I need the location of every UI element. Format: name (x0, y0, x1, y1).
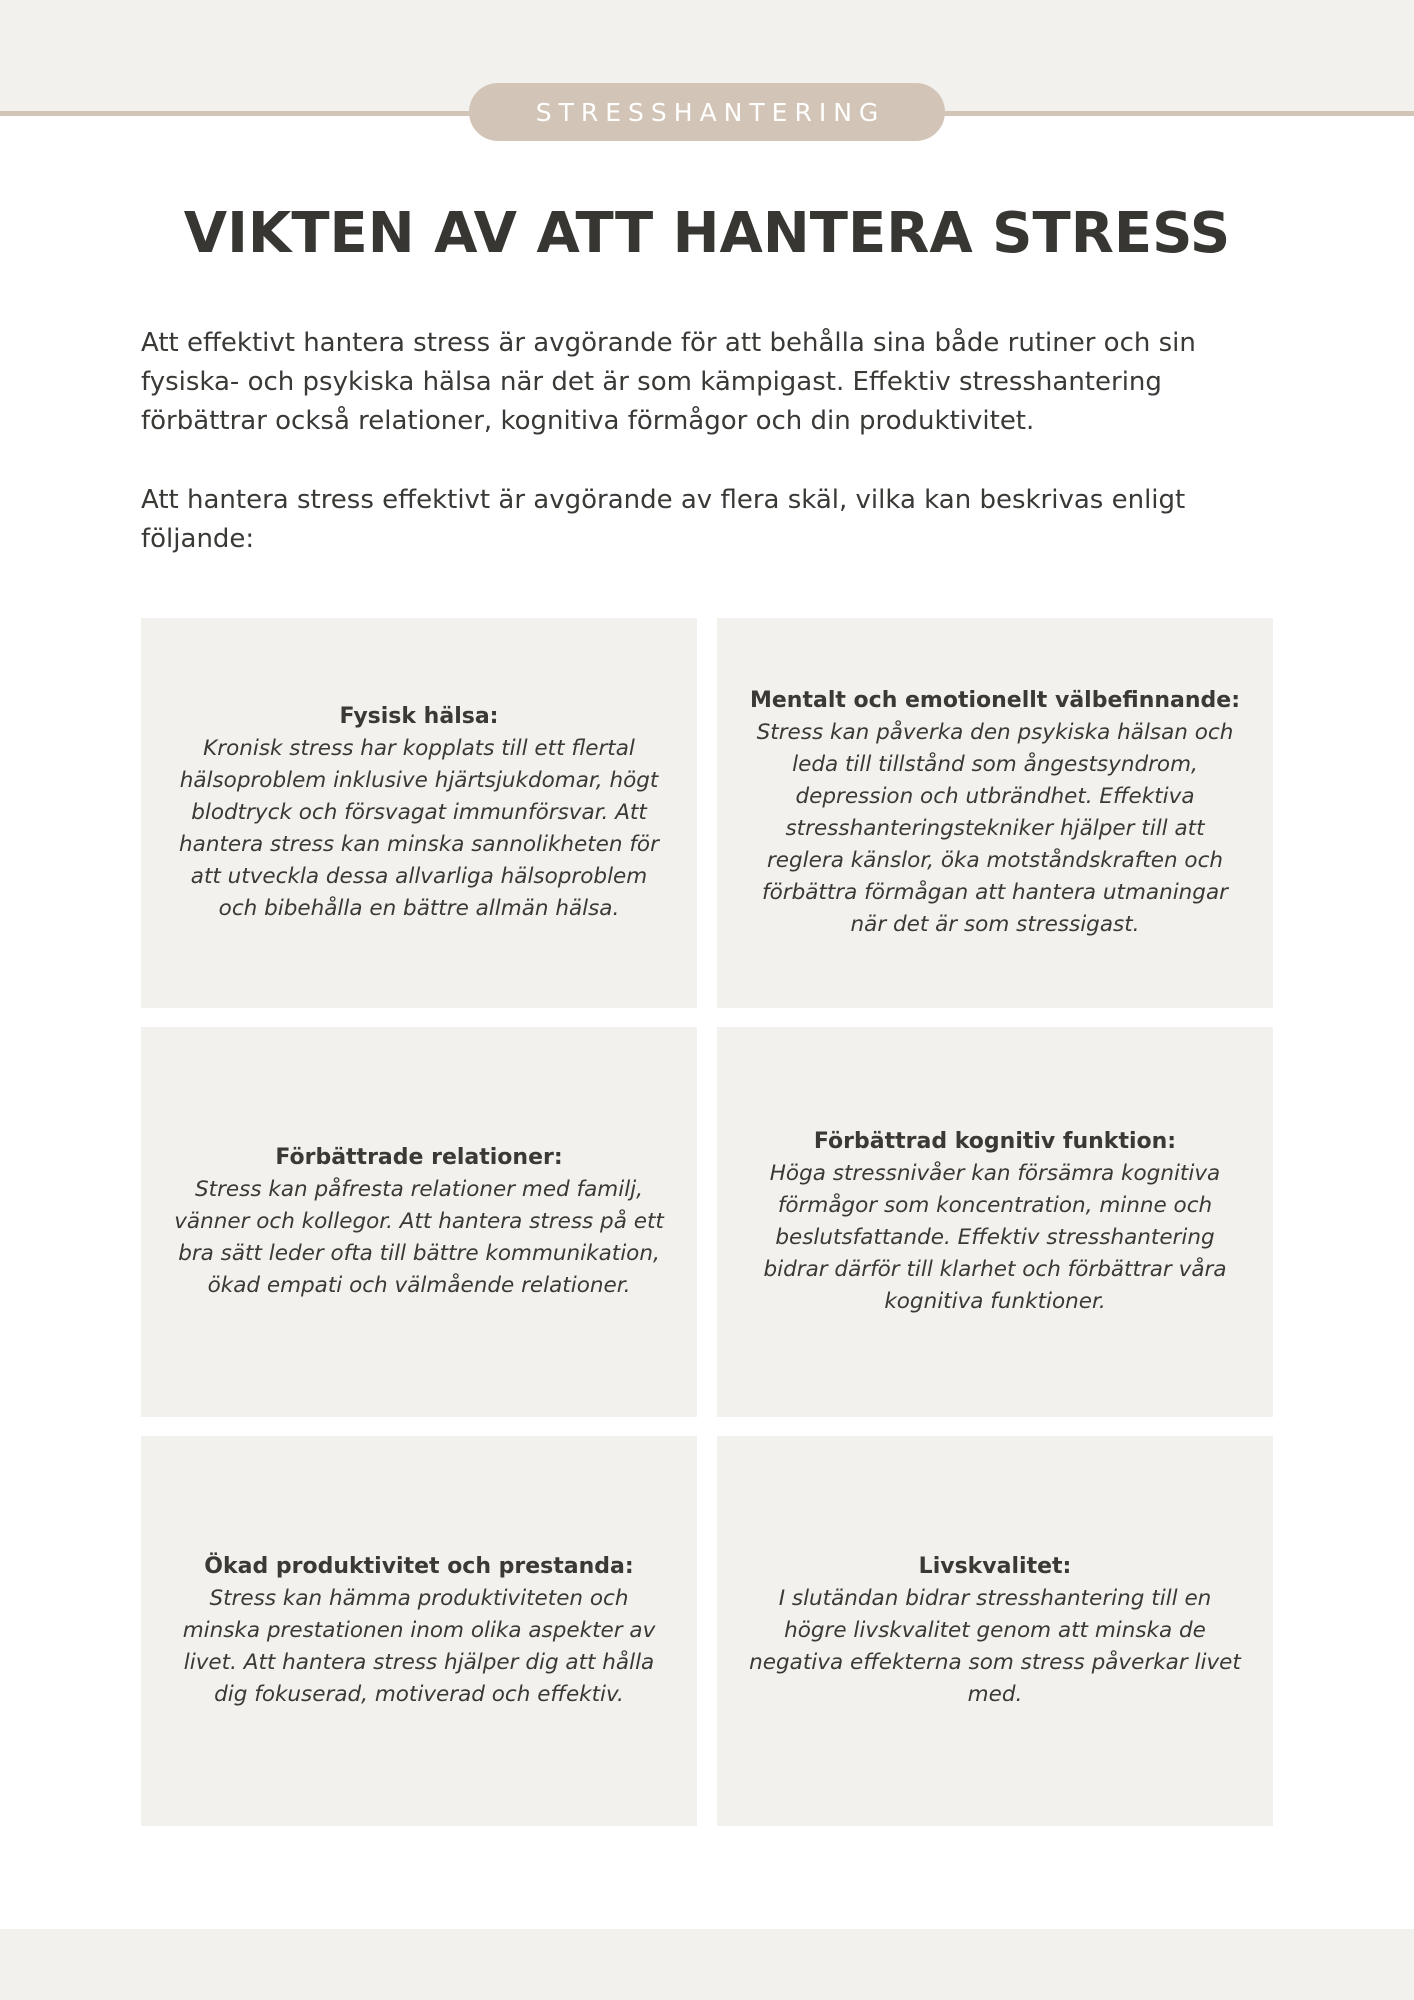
card-text: Kronisk stress har kopplats till ett flertal hälsoproblem inklusive hjärtsjukdomar, högt blodtryck och försvagat immunförsvar. Att hantera stress kan minska sannolikheten för att utveckla dessa allvarliga hälsoproblem och bibehålla en bättre allmän hälsa. (179, 736, 659, 921)
card-text: Stress kan påverka den psykiska hälsan och leda till tillstånd som ångestsyndrom, depression och utbrändhet. Effektiva stresshanteringstekniker hjälper till att reglera känslor, öka motståndskraften och förbättra förmågan att hantera utmaningar när det är som stressigast. (756, 720, 1234, 937)
card-fysisk-halsa (141, 618, 697, 1008)
card-mentalt-valbefinnande (717, 618, 1273, 1008)
page-title: VIKTEN AV ATT HANTERA STRESS (183, 201, 1231, 266)
intro-paragraph-1: Att effektivt hantera stress är avgörande för att behålla sina både rutiner och sin fysiska- och psykiska hälsa när det är som kämpigast. Effektiv stresshantering förbättrar också relationer, kognitiva förmågor och din produktivitet. (141, 328, 1196, 436)
card-title: Fysisk hälsa: (339, 704, 499, 729)
card-text: Höga stressnivåer kan försämra kognitiva förmågor som koncentration, minne och beslutsfattande. Effektiv stresshantering bidrar därför till klarhet och förbättrar våra kognitiva funktioner. (763, 1161, 1227, 1314)
card-title: Ökad produktivitet och prestanda: (204, 1554, 634, 1579)
intro-paragraph-2: Att hantera stress effektivt är avgörande av flera skäl, vilka kan beskrivas enligt följande: (141, 485, 1186, 554)
card-title: Livskvalitet: (918, 1554, 1072, 1579)
card-title: Förbättrade relationer: (275, 1145, 563, 1170)
card-produktivitet (141, 1436, 697, 1826)
card-forbattrade-relationer (141, 1027, 697, 1417)
card-text: Stress kan påfresta relationer med familj, vänner och kollegor. Att hantera stress på ett bra sätt leder ofta till bättre kommunikation, ökad empati och välmående relationer. (174, 1177, 664, 1298)
card-text: Stress kan hämma produktiviteten och minska prestationen inom olika aspekter av livet. Att hantera stress hjälper dig att hålla dig fokuserad, motiverad och effektiv. (182, 1586, 656, 1707)
card-kognitiv-funktion (717, 1027, 1273, 1417)
card-livskvalitet (717, 1436, 1273, 1826)
footer-band (0, 1929, 1414, 2000)
card-text: I slutändan bidrar stresshantering till en högre livskvalitet genom att minska de negativa effekterna som stress påverkar livet med. (749, 1586, 1241, 1707)
card-title: Förbättrad kognitiv funktion: (813, 1129, 1177, 1154)
section-tag: STRESSHANTERING (469, 83, 945, 141)
card-title: Mentalt och emotionellt välbefinnande: (749, 688, 1240, 713)
